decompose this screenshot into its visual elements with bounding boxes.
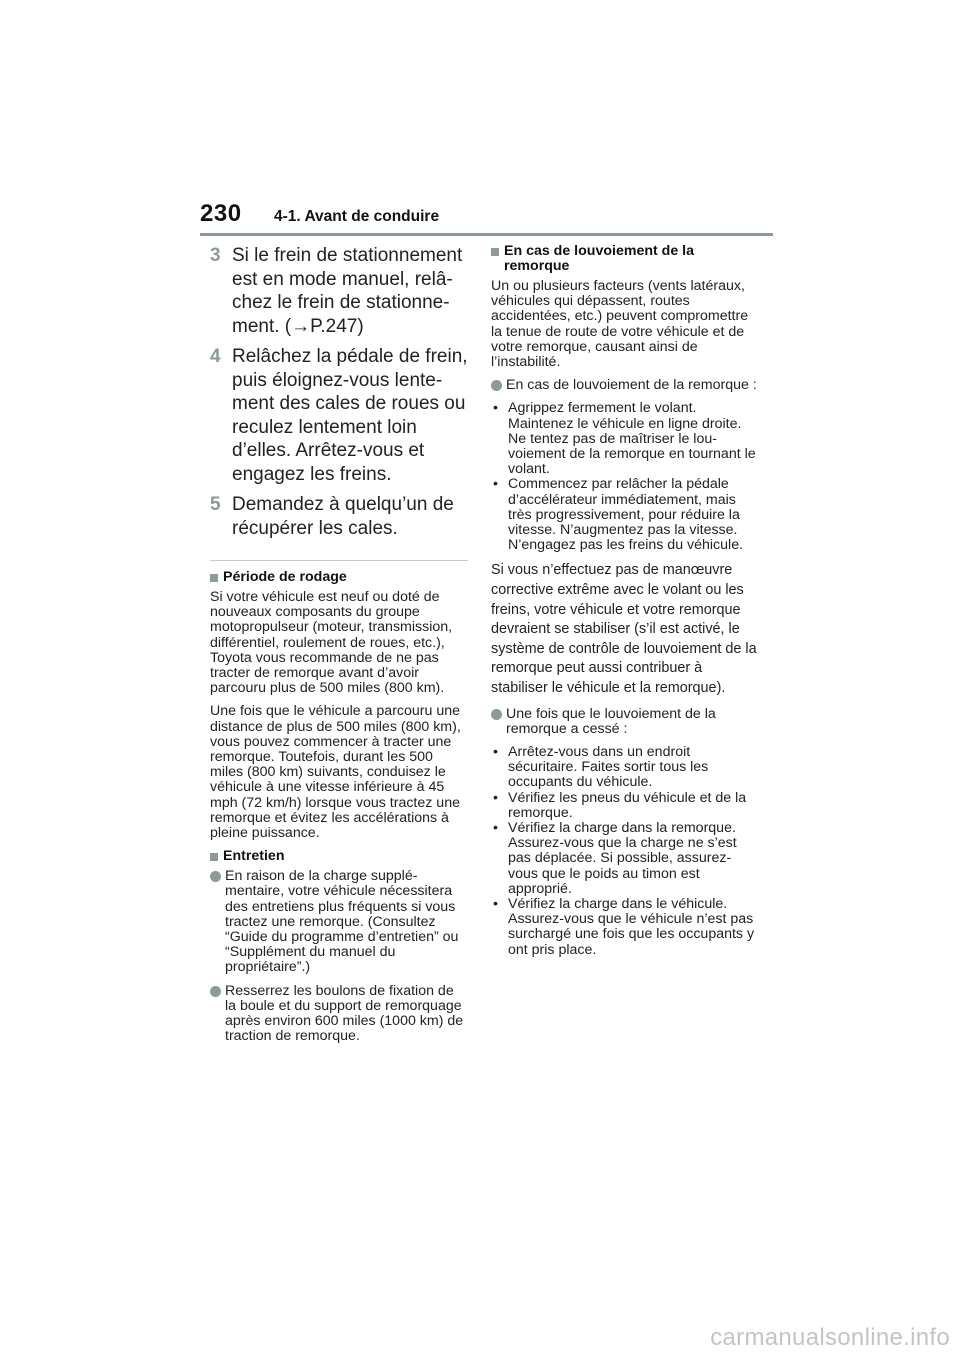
step-4 <box>210 345 468 486</box>
square-bullet-icon <box>210 574 218 582</box>
heading-entretien <box>210 849 468 864</box>
heading-louvoiement <box>491 244 759 274</box>
step-3 <box>210 244 468 338</box>
step-number: 5 <box>210 494 221 515</box>
bullet-item <box>491 707 759 737</box>
step-number: 4 <box>210 346 221 367</box>
sub-list-text: Vérifiez la charge dans la remorque. Assurez-vous que la charge ne s’est pas déplacée. Si possible, assurez-vous que le poids au timon est approprié. <box>508 820 737 897</box>
step-text: Relâchez la pédale de frein, puis éloignez-vous lentement des cales de roues ou reculez lentement loin d’elles. Arrêtez-vous et engagez les freins. <box>232 346 468 485</box>
bullet-item <box>210 869 468 975</box>
circle-bullet-icon <box>491 380 502 391</box>
circle-bullet-icon <box>210 986 221 997</box>
bullet-text: Une fois que le louvoiement de la remorque a cessé : <box>506 705 716 737</box>
paragraph: Si votre véhicule est neuf ou doté de nouveaux composants du groupe motopropulseur (moteur, transmission, différentiel, roulement de roues, etc.), Toyota vous recommande de ne pas tracter de remorque avant d’avoir parcouru plus de 500 miles (800 km). <box>210 589 453 697</box>
square-bullet-icon <box>491 248 499 256</box>
bullet-item <box>491 378 759 393</box>
step-text: Demandez à quelqu’un de récupérer les cales. <box>232 494 454 539</box>
sub-list-item <box>491 897 759 958</box>
section-divider <box>210 560 468 561</box>
section-title: 4-1. Avant de conduire <box>274 208 440 225</box>
bullet-text: En cas de louvoiement de la remorque : <box>506 377 757 394</box>
sub-bullet-marker: • <box>493 789 498 806</box>
heading-text: Entretien <box>223 848 285 865</box>
bullet-text: En raison de la charge supplémentaire, votre véhicule nécessitera des entretiens plus fréquents si vous tractez une remorque. (Consultez “Guide du programme d’entretien” ou “Supplément du manuel du propriétaire”.) <box>225 868 459 976</box>
sub-list-text: Agrippez fermement le volant. Maintenez le véhicule en ligne droite. Ne tentez pas de maîtriser le louvoiement de la remorque en tournant le volant. <box>508 400 756 478</box>
circle-bullet-icon <box>210 871 221 882</box>
paragraph: Un ou plusieurs facteurs (vents latéraux, véhicules qui dépassent, routes accidentées, etc.) peuvent compromettre la tenue de route de votre véhicule et de votre remorque, causant ainsi de l’instabilité. <box>491 278 749 371</box>
sub-bullet-marker: • <box>493 400 498 417</box>
sub-list-item <box>491 791 759 821</box>
sub-list-text: Arrêtez-vous dans un endroit sécuritaire. Faites sortir tous les occupants du véhicule. <box>508 744 709 791</box>
left-column <box>210 244 468 1052</box>
sub-list-item <box>491 477 759 553</box>
square-bullet-icon <box>210 853 218 861</box>
paragraph: Si vous n’effectuez pas de manœuvre corrective extrême avec le volant ou les freins, votre véhicule et votre remorque devraient se stabiliser (s’il est activé, le système de contrôle de louvoiement de la remorque peut aussi contribuer à stabiliser le véhicule et la remorque). <box>491 562 757 697</box>
step-5 <box>210 493 468 540</box>
step-number: 3 <box>210 245 221 266</box>
sub-list-text: Vérifiez la charge dans le véhicule. Assurez-vous que le véhicule n’est pas surchargé une fois que les occupants y ont pris place. <box>508 896 755 958</box>
sub-list-item <box>491 821 759 897</box>
heading-text: En cas de louvoiement de la remorque <box>504 243 695 274</box>
page-number: 230 <box>200 200 242 227</box>
sub-bullet-marker: • <box>493 744 498 761</box>
watermark: carmanualsonline.info <box>710 1324 950 1351</box>
right-column <box>491 244 759 966</box>
circle-bullet-icon <box>491 709 502 720</box>
sub-list <box>491 745 759 958</box>
bullet-text: Resserrez les boulons de fixation de la boule et du support de remorquage après environ 600 miles (1000 km) de traction de remorque. <box>225 982 464 1045</box>
heading-text: Période de rodage <box>223 569 347 585</box>
sub-list <box>491 401 759 553</box>
sub-bullet-marker: • <box>493 896 498 913</box>
header-divider <box>200 233 773 236</box>
sub-bullet-marker: • <box>493 476 498 493</box>
sub-list-text: Commencez par relâcher la pédale d’accélérateur immédiatement, mais très progressivement, pour réduire la vitesse. N’augmentez pas la vitesse. N’engagez pas les freins du véhicule. <box>508 476 744 554</box>
bullet-item <box>210 984 468 1045</box>
sub-list-item <box>491 401 759 477</box>
heading-rodage <box>210 570 468 585</box>
sub-bullet-marker: • <box>493 820 498 837</box>
sub-list-item <box>491 745 759 791</box>
paragraph: Une fois que le véhicule a parcouru une distance de plus de 500 miles (800 km), vous pouvez commencer à tracter une remorque. Toutefois, durant les 500 miles (800 km) suivants, conduisez le véhicule à une vitesse inférieure à 45 mph (72 km/h) lorsque vous tractez une remorque et évitez les accélérations à pleine puissance. <box>210 703 461 842</box>
sub-list-text: Vérifiez les pneus du véhicule et de la remorque. <box>508 789 747 821</box>
step-text: Si le frein de stationnement est en mode manuel, relâchez le frein de stationnement. (→P.247) <box>232 245 463 337</box>
